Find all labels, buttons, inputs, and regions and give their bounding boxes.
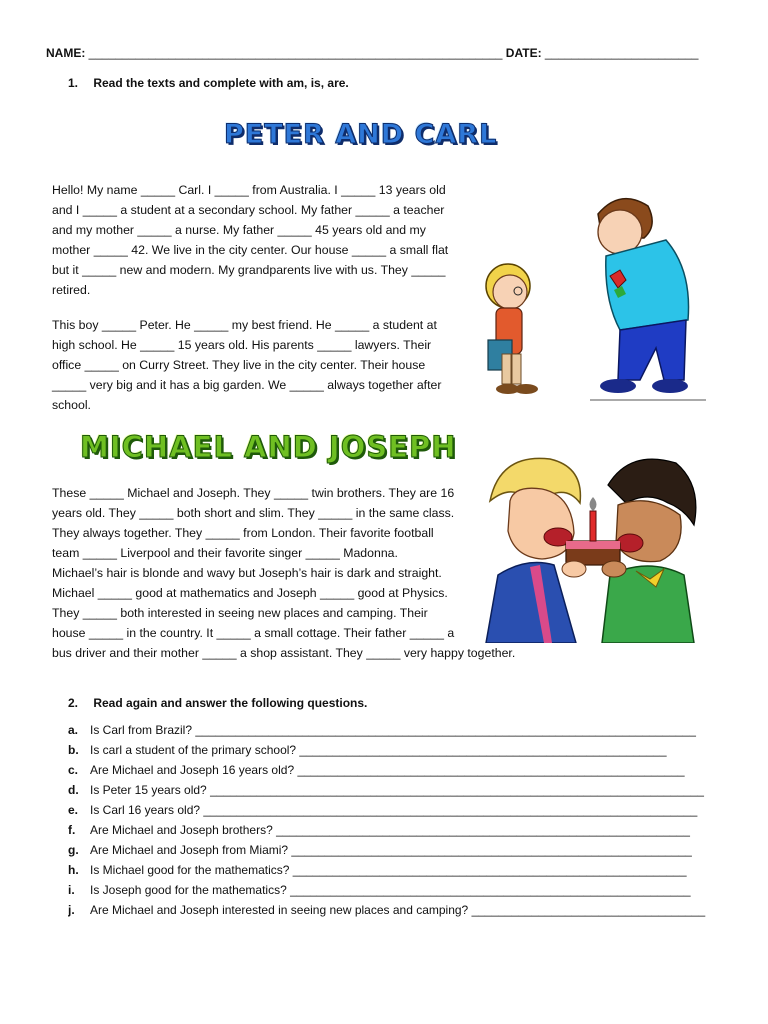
question-letter: a. <box>68 723 79 737</box>
question-item[interactable] <box>68 740 728 760</box>
question-item[interactable] <box>68 800 728 820</box>
text-line: years old. They _____ both short and slim. They _____ in the same class. <box>52 506 455 520</box>
question-item[interactable] <box>68 760 728 780</box>
question-letter: e. <box>68 803 79 817</box>
paragraph-michael-joseph <box>52 483 532 663</box>
title-peter-and-carl: PETER AND CARL <box>224 119 498 150</box>
text-line: bus driver and their mother _____ a shop assistant. They _____ very happy together. <box>52 646 516 660</box>
question-text: Are Michael and Joseph 16 years old? __________________________________________________________ <box>90 763 685 777</box>
question-item[interactable] <box>68 900 728 920</box>
question-text: Is Carl from Brazil? ___________________________________________________________________________ <box>90 723 696 737</box>
name-label: NAME: <box>46 46 86 60</box>
question-item[interactable] <box>68 840 728 860</box>
question-item[interactable] <box>68 820 728 840</box>
text-line: Hello! My name _____ Carl. I _____ from Australia. I _____ 13 years old <box>52 183 446 197</box>
text-line: house _____ in the country. It _____ a small cottage. Their father _____ a <box>52 626 455 640</box>
exercise-2-number: 2. <box>68 696 79 710</box>
title-michael-and-joseph: MICHAEL AND JOSEPH <box>80 430 457 464</box>
text-line: office _____ on Curry Street. They live in the city center. Their house <box>52 358 426 372</box>
question-text: Is Peter 15 years old? __________________________________________________________________________ <box>90 783 704 797</box>
text-line: and my mother _____ a nurse. My father _____ 45 years old and my <box>52 223 426 237</box>
question-text: Is Carl 16 years old? __________________________________________________________________________ <box>90 803 698 817</box>
text-line: This boy _____ Peter. He _____ my best friend. He _____ a student at <box>52 318 437 332</box>
question-item[interactable] <box>68 880 728 900</box>
text-line: team _____ Liverpool and their favorite singer _____ Madonna. <box>52 546 398 560</box>
exercise-1-instruction <box>68 76 349 90</box>
exercise-2-instruction <box>68 696 367 710</box>
worksheet-header <box>46 46 726 60</box>
text-line: high school. He _____ 15 years old. His parents _____ lawyers. Their <box>52 338 432 352</box>
question-letter: i. <box>68 883 75 897</box>
question-letter: f. <box>68 823 76 837</box>
question-letter: c. <box>68 763 79 777</box>
question-text: Is carl a student of the primary school? _______________________________________________________ <box>90 743 667 757</box>
text-line: They _____ both interested in seeing new places and camping. Their <box>52 606 428 620</box>
question-letter: g. <box>68 843 79 857</box>
question-text: Is Joseph good for the mathematics? ____________________________________________________________ <box>90 883 691 897</box>
question-text: Are Michael and Joseph interested in seeing new places and camping? ___________________________________ <box>90 903 706 917</box>
question-letter: h. <box>68 863 79 877</box>
name-field[interactable]: ______________________________________________________________ <box>88 46 503 60</box>
question-item[interactable] <box>68 860 728 880</box>
text-line: but it _____ new and modern. My grandparents live with us. They _____ <box>52 263 446 277</box>
question-letter: j. <box>68 903 75 917</box>
exercise-2-text: Read again and answer the following questions. <box>93 696 368 710</box>
michael-and-joseph-illustration-icon <box>480 445 702 643</box>
question-list <box>68 720 728 920</box>
question-text: Are Michael and Joseph from Miami? ____________________________________________________________ <box>90 843 692 857</box>
text-line: Michael’s hair is blonde and wavy but Joseph’s hair is dark and straight. <box>52 566 442 580</box>
question-letter: b. <box>68 743 79 757</box>
question-item[interactable] <box>68 720 728 740</box>
text-line: and I _____ a student at a secondary school. My father _____ a teacher <box>52 203 445 217</box>
question-text: Are Michael and Joseph brothers? ______________________________________________________________ <box>90 823 690 837</box>
question-text: Is Michael good for the mathematics? ___________________________________________________________ <box>90 863 687 877</box>
text-line: mother _____ 42. We live in the city center. Our house _____ a small flat <box>52 243 449 257</box>
text-line: _____ very big and it has a big garden. We _____ always together after <box>52 378 442 392</box>
text-line: school. <box>52 398 91 412</box>
question-letter: d. <box>68 783 79 797</box>
paragraph-carl <box>52 180 464 300</box>
text-line: retired. <box>52 283 91 297</box>
question-item[interactable] <box>68 780 728 800</box>
paragraph-peter <box>52 315 464 415</box>
date-label: DATE: <box>505 46 542 60</box>
peter-and-carl-illustration-icon <box>470 180 710 406</box>
date-field[interactable]: _______________________ <box>544 46 699 60</box>
text-line: Michael _____ good at mathematics and Joseph _____ good at Physics. <box>52 586 448 600</box>
text-line: They always together. They _____ from London. Their favorite football <box>52 526 434 540</box>
text-line: These _____ Michael and Joseph. They _____ twin brothers. They are 16 <box>52 486 455 500</box>
exercise-1-text: Read the texts and complete with am, is, are. <box>93 76 349 90</box>
exercise-1-number: 1. <box>68 76 79 90</box>
